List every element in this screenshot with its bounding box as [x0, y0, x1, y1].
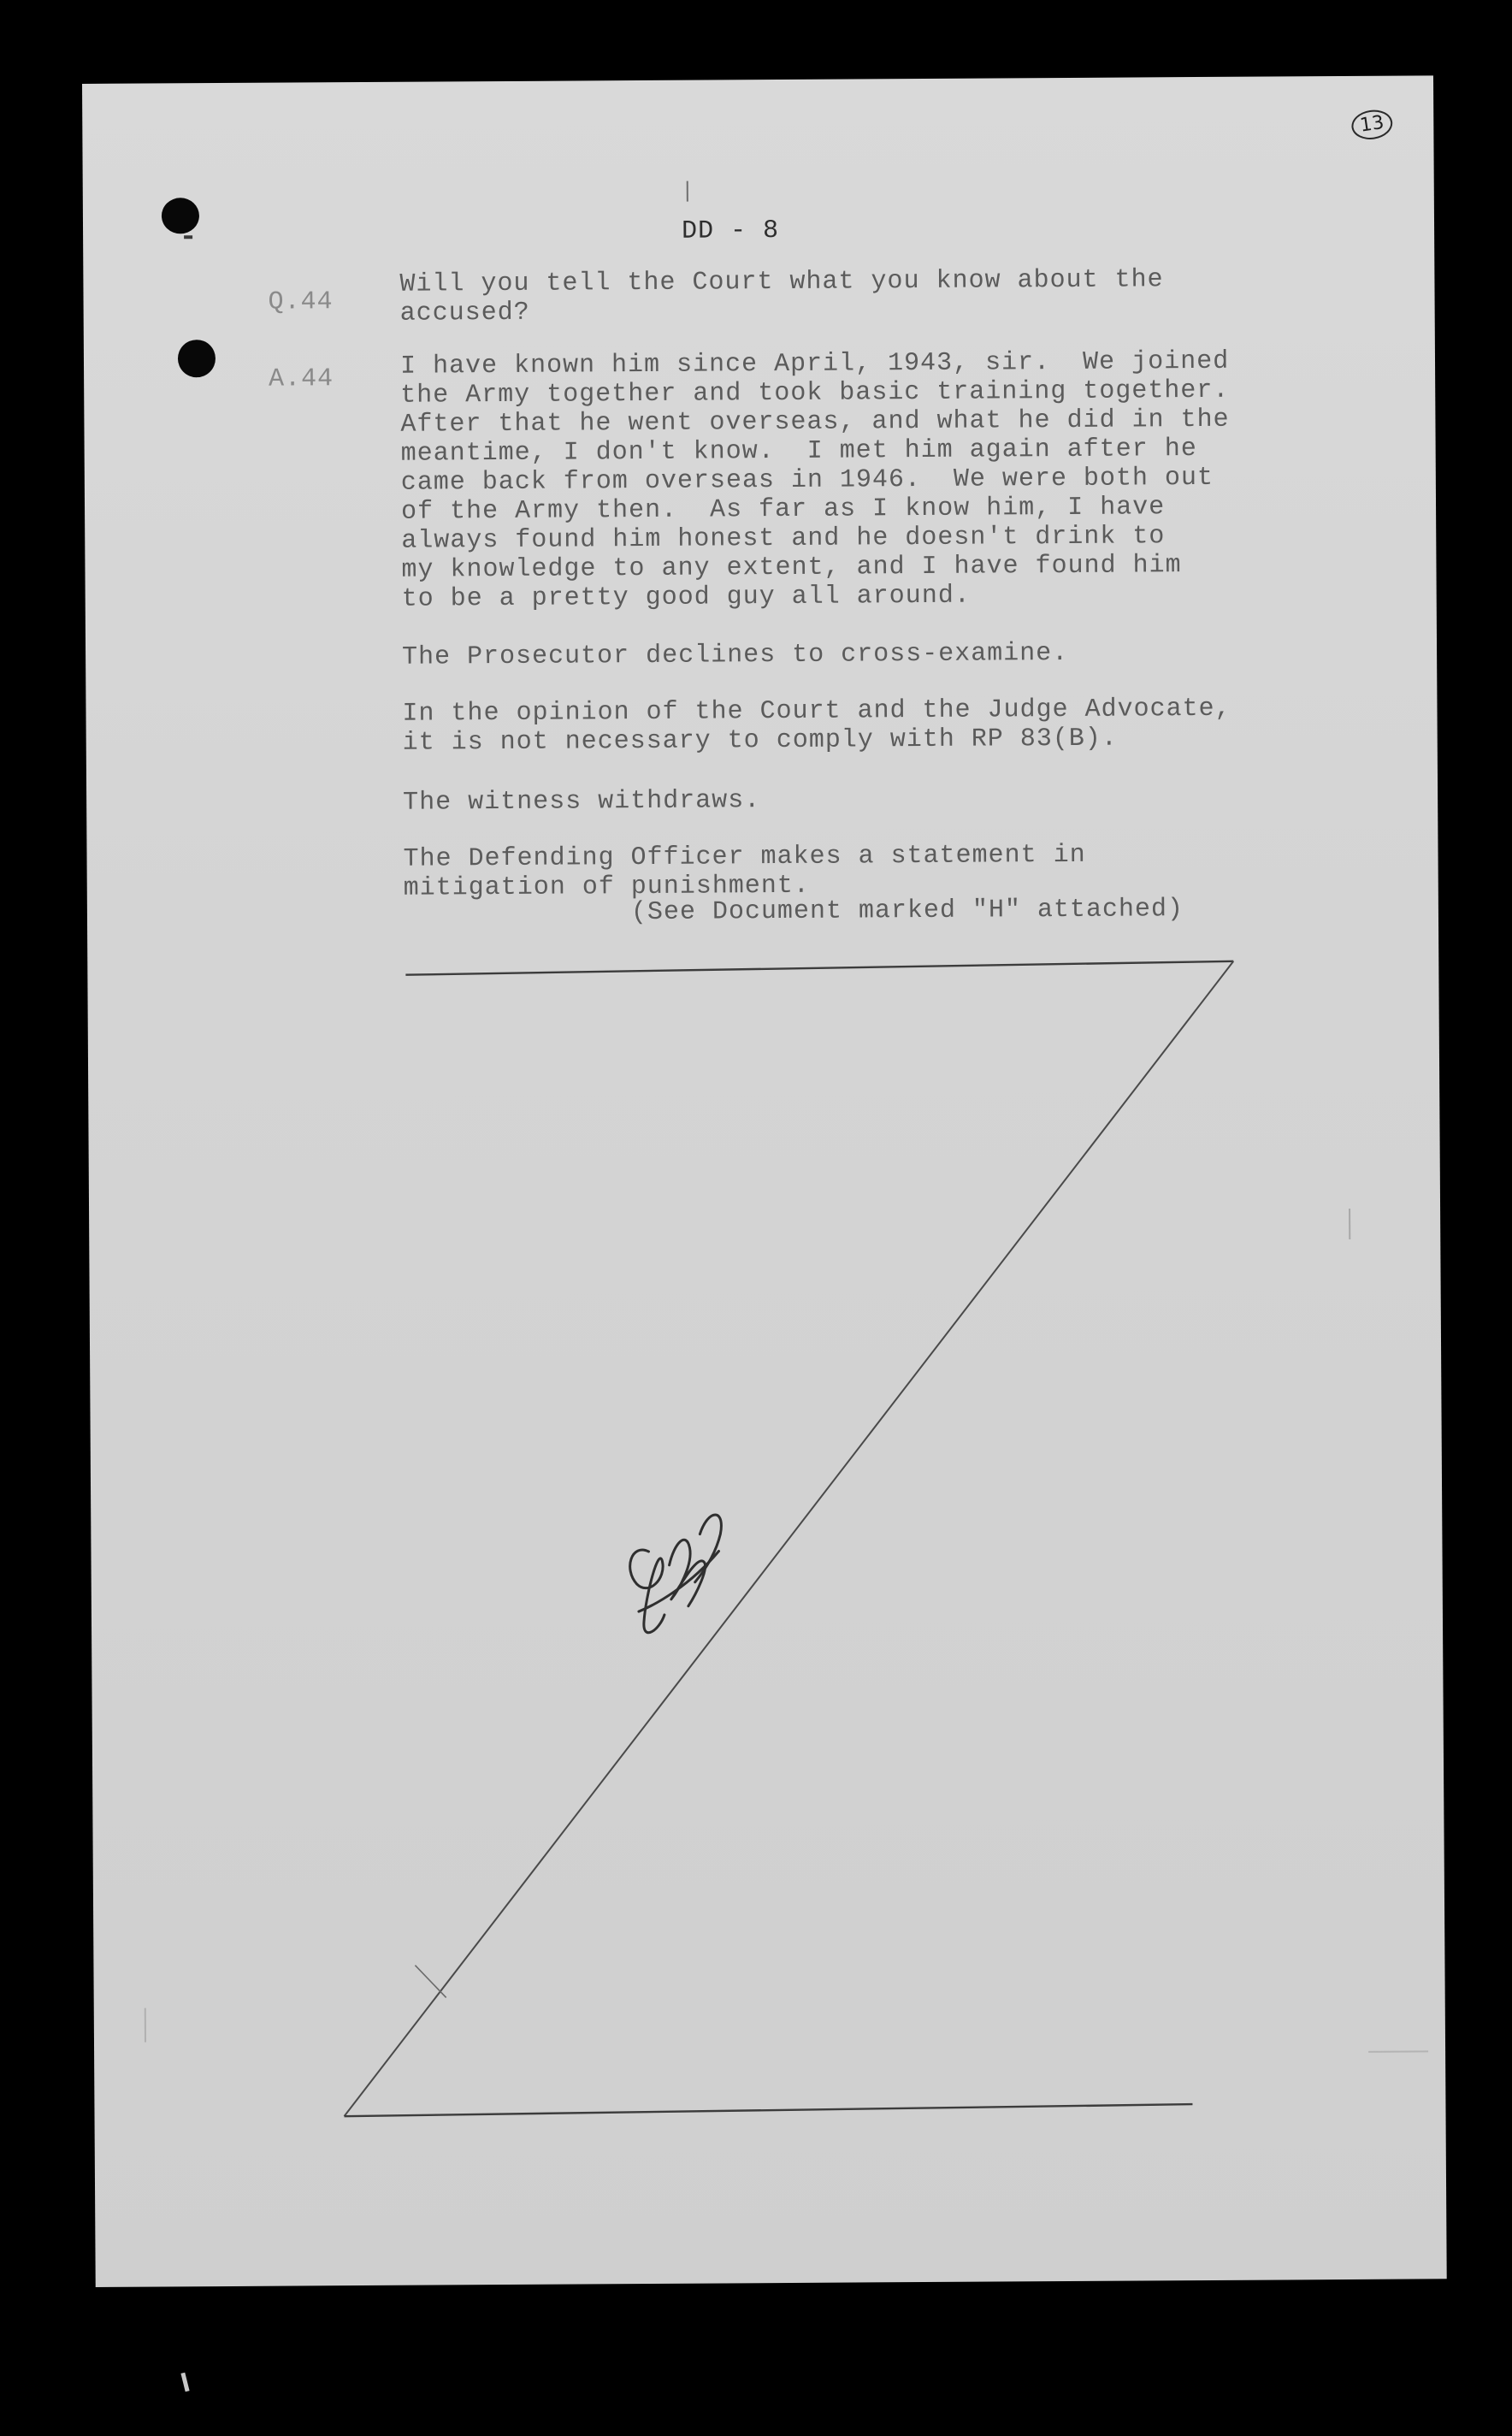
prosecutor-note: The Prosecutor declines to cross-examine. — [402, 638, 1069, 672]
z-top-line — [405, 961, 1233, 975]
answer-line: meantime, I don't know. I met him again after he — [400, 435, 1197, 469]
answer-line: After that he went overseas, and what he did in the — [400, 405, 1230, 440]
document-page — [82, 75, 1447, 2287]
question-line: accused? — [399, 298, 530, 328]
handwritten-initials — [629, 1515, 722, 1633]
court-opinion-line: it is not necessary to comply with RP 83(B). — [402, 724, 1118, 758]
circled-page-number: 13 — [1350, 107, 1394, 142]
court-opinion-line: In the opinion of the Court and the Judge Advocate, — [402, 694, 1231, 729]
stray-scan-mark — [180, 2373, 189, 2392]
defending-statement-line: The Defending Officer makes a statement in — [403, 840, 1086, 874]
answer-line: came back from overseas in 1946. We were both out — [400, 463, 1214, 498]
answer-line: always found him honest and he doesn't drink to — [401, 522, 1166, 556]
defending-statement-line: mitigation of punishment. — [403, 871, 810, 903]
answer-line: to be a pretty good guy all around. — [401, 581, 971, 614]
answer-label: A.44 — [269, 364, 334, 394]
question-label: Q.44 — [268, 287, 334, 317]
question-line: Will you tell the Court what you know about the — [399, 265, 1164, 299]
z-bottom-line — [344, 2104, 1192, 2116]
cross-tick — [415, 1965, 446, 1997]
answer-line: the Army together and took basic training together. — [400, 375, 1230, 411]
answer-line: my knowledge to any extent, and I have found him — [401, 551, 1182, 585]
attachment-note: (See Document marked "H" attached) — [630, 895, 1184, 928]
answer-line: of the Army then. As far as I know him, I have — [400, 493, 1166, 527]
page-header: DD - 8 — [681, 216, 780, 246]
cancellation-z-mark — [82, 75, 1447, 2287]
z-diagonal-line — [337, 961, 1240, 2116]
withdrawal-note: The witness withdraws. — [403, 786, 761, 818]
answer-line: I have known him since April, 1943, sir. We joined — [399, 346, 1230, 381]
